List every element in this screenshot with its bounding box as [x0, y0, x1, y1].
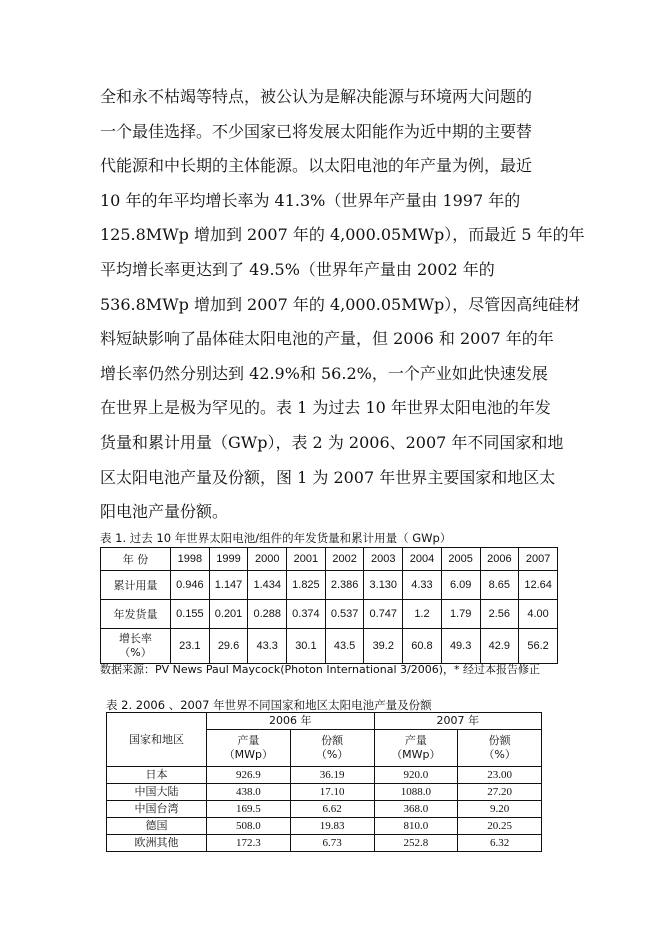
region-cell: 中国台湾: [107, 801, 207, 818]
value-cell: 438.0: [207, 784, 291, 801]
paragraph-line: 一个最佳选择。不少国家已将发展太阳能作为近中期的主要替: [100, 121, 533, 141]
table1-header-row: [101, 548, 558, 571]
table-row: [107, 784, 542, 801]
growth-unit: （%）: [119, 646, 152, 659]
value-cell: 30.1: [287, 629, 326, 664]
row-label-annual: 年发货量: [101, 600, 171, 629]
region-cell: 欧洲其他: [107, 835, 207, 852]
value-cell: 1.825: [287, 571, 326, 600]
paragraph-line: 10 年的年平均增长率为 41.3%（世界年产量由 1997 年的: [100, 190, 521, 210]
value-cell: 1088.0: [374, 784, 458, 801]
paragraph-line: 平均增长率更达到了 49.5%（世界年产量由 2002 年的: [100, 259, 495, 279]
paragraph-line: 全和永不枯竭等特点，被公认为是解决能源与环境两大问题的: [100, 87, 533, 106]
value-cell: 1.2: [403, 600, 442, 629]
paragraph-line: 536.8MWp 增加到 2007 年的 4,000.05MWp），尽管因高纯硅材: [100, 294, 581, 314]
year-2007-header: 2007 年: [374, 713, 542, 730]
year-2006-header: 2006 年: [207, 713, 375, 730]
value-cell: 0.747: [364, 600, 403, 629]
value-cell: 9.20: [458, 801, 542, 818]
table2-caption: 表 2. 2006 、2007 年世界不同国家和地区太阳电池产量及份额: [106, 698, 432, 712]
value-cell: 19.83: [290, 818, 374, 835]
value-cell: 56.2: [519, 629, 558, 664]
table-row: [101, 571, 558, 600]
value-cell: 1.79: [441, 600, 480, 629]
value-cell: 2.56: [480, 600, 519, 629]
share-unit: （%）: [483, 748, 516, 761]
value-cell: 0.155: [171, 600, 210, 629]
region-cell: 日本: [107, 767, 207, 784]
region-cell: 德国: [107, 818, 207, 835]
value-cell: 3.130: [364, 571, 403, 600]
value-cell: 1.147: [209, 571, 248, 600]
value-cell: 36.19: [290, 767, 374, 784]
year-cell: 1999: [209, 548, 248, 571]
value-cell: 4.33: [403, 571, 442, 600]
year-cell: 2007: [519, 548, 558, 571]
value-cell: 0.288: [248, 600, 287, 629]
paragraph-line: 区太阳电池产量及份额，图 1 为 2007 年世界主要国家和地区太: [100, 467, 556, 487]
paragraph-line: 货量和累计用量（GWp），表 2 为 2006、2007 年不同国家和地: [100, 432, 564, 452]
value-cell: 4.00: [519, 600, 558, 629]
value-cell: 23.1: [171, 629, 210, 664]
value-cell: 17.10: [290, 784, 374, 801]
share-header-2007: [458, 730, 542, 767]
value-cell: 27.20: [458, 784, 542, 801]
output-label: 产量: [404, 734, 427, 747]
value-cell: 49.3: [441, 629, 480, 664]
paragraph-line: 125.8MWp 增加到 2007 年的 4,000.05MWp），而最近 5 年的年: [100, 225, 585, 245]
value-cell: 0.537: [325, 600, 364, 629]
share-label: 份额: [321, 734, 344, 747]
value-cell: 6.09: [441, 571, 480, 600]
year-cell: 2004: [403, 548, 442, 571]
region-cell: 中国大陆: [107, 784, 207, 801]
share-header-2006: [290, 730, 374, 767]
paragraph-line: 在世界上是极为罕见的。表 1 为过去 10 年世界太阳电池的年发: [100, 398, 551, 418]
table-row: [107, 767, 542, 784]
value-cell: 12.64: [519, 571, 558, 600]
table-row: [101, 629, 558, 664]
table1-source-note: 数据来源：PV News Paul Maycock(Photon International 3/2006)，* 经过本报告修正: [100, 663, 541, 676]
value-cell: 0.946: [171, 571, 210, 600]
share-label: 份额: [488, 734, 511, 747]
value-cell: 2.386: [325, 571, 364, 600]
value-cell: 60.8: [403, 629, 442, 664]
value-cell: 0.201: [209, 600, 248, 629]
value-cell: 6.62: [290, 801, 374, 818]
table2-header-row: [107, 713, 542, 730]
row-label-growth: [101, 629, 171, 664]
table1-pv-shipments: [100, 547, 558, 664]
table-row: [107, 801, 542, 818]
value-cell: 920.0: [374, 767, 458, 784]
value-cell: 6.73: [290, 835, 374, 852]
paragraph-line: 代能源和中长期的主体能源。以太阳电池的年产量为例，最近: [100, 156, 533, 176]
value-cell: 43.3: [248, 629, 287, 664]
value-cell: 6.32: [458, 835, 542, 852]
table1-caption: 表 1. 过去 10 年世界太阳电池/组件的年发货量和累计用量（ GWp）: [100, 531, 452, 545]
value-cell: 29.6: [209, 629, 248, 664]
year-cell: 1998: [171, 548, 210, 571]
year-cell: 2002: [325, 548, 364, 571]
body-paragraph: [100, 80, 585, 530]
value-cell: 1.434: [248, 571, 287, 600]
value-cell: 252.8: [374, 835, 458, 852]
row-label-cumulative: 累计用量: [101, 571, 171, 600]
value-cell: 810.0: [374, 818, 458, 835]
year-cell: 2001: [287, 548, 326, 571]
value-cell: 20.25: [458, 818, 542, 835]
value-cell: 43.5: [325, 629, 364, 664]
value-cell: 39.2: [364, 629, 403, 664]
value-cell: 8.65: [480, 571, 519, 600]
output-unit: （MWp）: [223, 748, 274, 761]
value-cell: 172.3: [207, 835, 291, 852]
output-label: 产量: [237, 734, 260, 747]
paragraph-line: 增长率仍然分别达到 42.9%和 56.2%，一个产业如此快速发展: [100, 363, 548, 383]
year-cell: 2003: [364, 548, 403, 571]
year-cell: 2000: [248, 548, 287, 571]
value-cell: 23.00: [458, 767, 542, 784]
value-cell: 0.374: [287, 600, 326, 629]
region-header-cell: 国家和地区: [107, 713, 207, 767]
year-cell: 2005: [441, 548, 480, 571]
value-cell: 169.5: [207, 801, 291, 818]
value-cell: 368.0: [374, 801, 458, 818]
value-cell: 926.9: [207, 767, 291, 784]
year-header-cell: 年 份: [101, 548, 171, 571]
output-header-2006: [207, 730, 291, 767]
growth-label: 增长率: [119, 632, 152, 645]
table-row: [101, 600, 558, 629]
paragraph-line: 阳电池产量份额。: [100, 502, 229, 522]
table-row: [107, 818, 542, 835]
value-cell: 508.0: [207, 818, 291, 835]
paragraph-line: 料短缺影响了晶体硅太阳电池的产量，但 2006 和 2007 年的年: [100, 329, 554, 349]
output-unit: （MWp）: [391, 748, 441, 761]
output-header-2007: [374, 730, 458, 767]
table2-regional-output: [106, 712, 542, 852]
table-row: [107, 835, 542, 852]
year-cell: 2006: [480, 548, 519, 571]
value-cell: 42.9: [480, 629, 519, 664]
share-unit: （%）: [315, 748, 349, 761]
